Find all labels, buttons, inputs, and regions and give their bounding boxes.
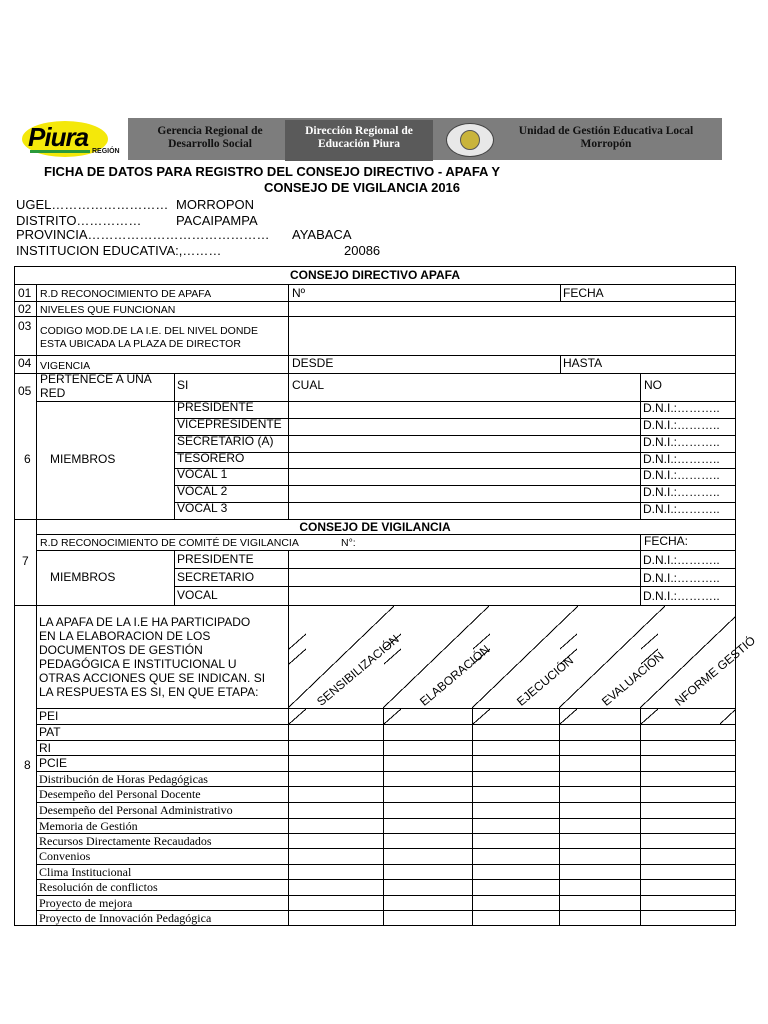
row05-label-line2: RED — [40, 386, 66, 400]
document-row-label: Distribución de Horas Pedagógicas — [39, 772, 208, 786]
ie-value: 20086 — [344, 243, 381, 258]
row04-label: VIGENCIA — [40, 360, 91, 372]
question-line: PEDAGÓGICA E INSTITUCIONAL U — [39, 657, 237, 671]
document-row-label: PAT — [39, 725, 61, 739]
header-gerencia: Gerencia Regional de Desarrollo Social — [157, 125, 263, 150]
stage-header: SENSIBILIZACIÓN — [314, 631, 402, 709]
ugel-value: MORROPON — [176, 197, 254, 212]
row02-label: NIVELES QUE FUNCIONAN — [40, 304, 176, 316]
form-title-line2: CONSEJO DE VIGILANCIA 2016 — [264, 180, 461, 195]
row01-label: R.D RECONOCIMIENTO DE APAFA — [40, 288, 212, 300]
member-role: VICEPRESIDENTE — [177, 417, 282, 431]
row05-no: NO — [644, 378, 662, 392]
vigilancia-role: VOCAL — [177, 588, 218, 602]
member-role: VOCAL 3 — [177, 501, 228, 515]
row6-number: 6 — [24, 452, 31, 466]
document-row-label: Desempeño del Personal Docente — [39, 787, 201, 801]
document-row-label: Proyecto de Innovación Pedagógica — [39, 911, 212, 925]
row01-fecha: FECHA — [563, 286, 604, 300]
member-role: VOCAL 1 — [177, 467, 228, 481]
member-dni: D.N.I.:……….. — [643, 435, 720, 449]
stage-header: NFORME GESTIÓ — [672, 633, 759, 709]
member-role: SECRETARIO (A) — [177, 434, 274, 448]
logo-text: Piura — [28, 122, 89, 152]
row03-label-line2: ESTA UBICADA LA PLAZA DE DIRECTOR — [40, 338, 241, 350]
ugel-label: UGEL……………………… — [16, 197, 169, 212]
seal-emblem-icon — [460, 130, 480, 150]
provincia-value: AYABACA — [292, 227, 352, 242]
row03-label-line1: CODIGO MOD.DE LA I.E. DEL NIVEL DONDE — [40, 325, 259, 337]
member-role: VOCAL 2 — [177, 484, 228, 498]
form-title-line1: FICHA DE DATOS PARA REGISTRO DEL CONSEJO DIRECTIVO - APAFA Y — [44, 164, 501, 179]
question-line: DOCUMENTOS DE GESTIÓN — [39, 643, 203, 657]
document-row-label: Desempeño del Personal Administrativo — [39, 803, 233, 817]
document-row-label: PEI — [39, 709, 59, 723]
row04-desde: DESDE — [292, 356, 334, 370]
stage-header: EVALUACIÓN — [599, 648, 667, 709]
row04-number: 04 — [18, 356, 32, 370]
question-line: LA RESPUESTA ES SI, EN QUE ETAPA: — [39, 685, 259, 699]
row7-numero: N°: — [341, 537, 356, 549]
document-row-label: Recursos Directamente Recaudados — [39, 834, 212, 848]
vigilancia-role: PRESIDENTE — [177, 552, 254, 566]
row05-number: 05 — [18, 384, 32, 398]
stage-header: EJECUCIÓN — [514, 653, 577, 709]
distrito-value: PACAIPAMPA — [176, 213, 258, 228]
row05-si: SI — [177, 378, 189, 392]
document-row-label: Resolución de conflictos — [39, 880, 158, 894]
row7-number: 7 — [22, 554, 29, 568]
member-dni: D.N.I.:……….. — [643, 502, 720, 516]
member-dni: D.N.I.:……….. — [643, 452, 720, 466]
row01-number: 01 — [18, 286, 32, 300]
member-dni: D.N.I.:……….. — [643, 485, 720, 499]
document-row-label: Memoria de Gestión — [39, 819, 138, 833]
row05-label-line1: PERTENECE A UNA — [40, 372, 152, 386]
document-row-label: Clima Institucional — [39, 865, 132, 879]
row05-cual: CUAL — [292, 378, 325, 392]
section-consejo-directivo: CONSEJO DIRECTIVO APAFA — [289, 268, 461, 282]
registration-table — [14, 266, 759, 926]
document-row-label: Convenios — [39, 849, 91, 863]
document-row-label: RI — [39, 741, 51, 755]
row04-hasta: HASTA — [563, 356, 603, 370]
vigilancia-dni: D.N.I.:……….. — [643, 571, 720, 585]
member-dni: D.N.I.:……….. — [643, 468, 720, 482]
row7-fecha: FECHA: — [644, 534, 689, 548]
row8-number: 8 — [24, 758, 31, 772]
member-dni: D.N.I.:……….. — [643, 418, 720, 432]
row7-label: MIEMBROS — [50, 570, 116, 584]
question-line: EN LA ELABORACION DE LOS — [39, 629, 211, 643]
row6-label: MIEMBROS — [50, 452, 116, 466]
distrito-label: DISTRITO…………… — [16, 213, 142, 228]
vigilancia-dni: D.N.I.:……….. — [643, 553, 720, 567]
row7-rd-label: R.D RECONOCIMIENTO DE COMITÉ DE VIGILANCIA — [40, 537, 299, 549]
header-ugel: Unidad de Gestión Educativa Local Morropón — [518, 125, 694, 150]
row01-numero: Nº — [292, 286, 306, 300]
header-direccion: Dirección Regional de Educación Piura — [285, 120, 433, 161]
ie-label: INSTITUCION EDUCATIVA:,……… — [16, 243, 222, 258]
member-role: TESORERO — [177, 451, 245, 465]
section-consejo-vigilancia: CONSEJO DE VIGILANCIA — [299, 520, 451, 534]
question-line: OTRAS ACCIONES QUE SE INDICAN. SI — [39, 671, 266, 685]
member-role: PRESIDENTE — [177, 400, 254, 414]
vigilancia-dni: D.N.I.:……….. — [643, 589, 720, 603]
provincia-label: PROVINCIA…………………………………… — [16, 227, 270, 242]
row02-number: 02 — [18, 302, 32, 316]
stage-header: ELABORACIÓN — [417, 642, 493, 709]
logo-subtext: REGIÓN — [92, 148, 120, 155]
question-line: LA APAFA DE LA I.E HA PARTICIPADO — [39, 615, 251, 629]
row03-number: 03 — [18, 319, 32, 333]
document-row-label: Proyecto de mejora — [39, 896, 133, 910]
member-dni: D.N.I.:……….. — [643, 401, 720, 415]
vigilancia-role: SECRETARIO — [177, 570, 255, 584]
document-row-label: PCIE — [39, 756, 68, 770]
